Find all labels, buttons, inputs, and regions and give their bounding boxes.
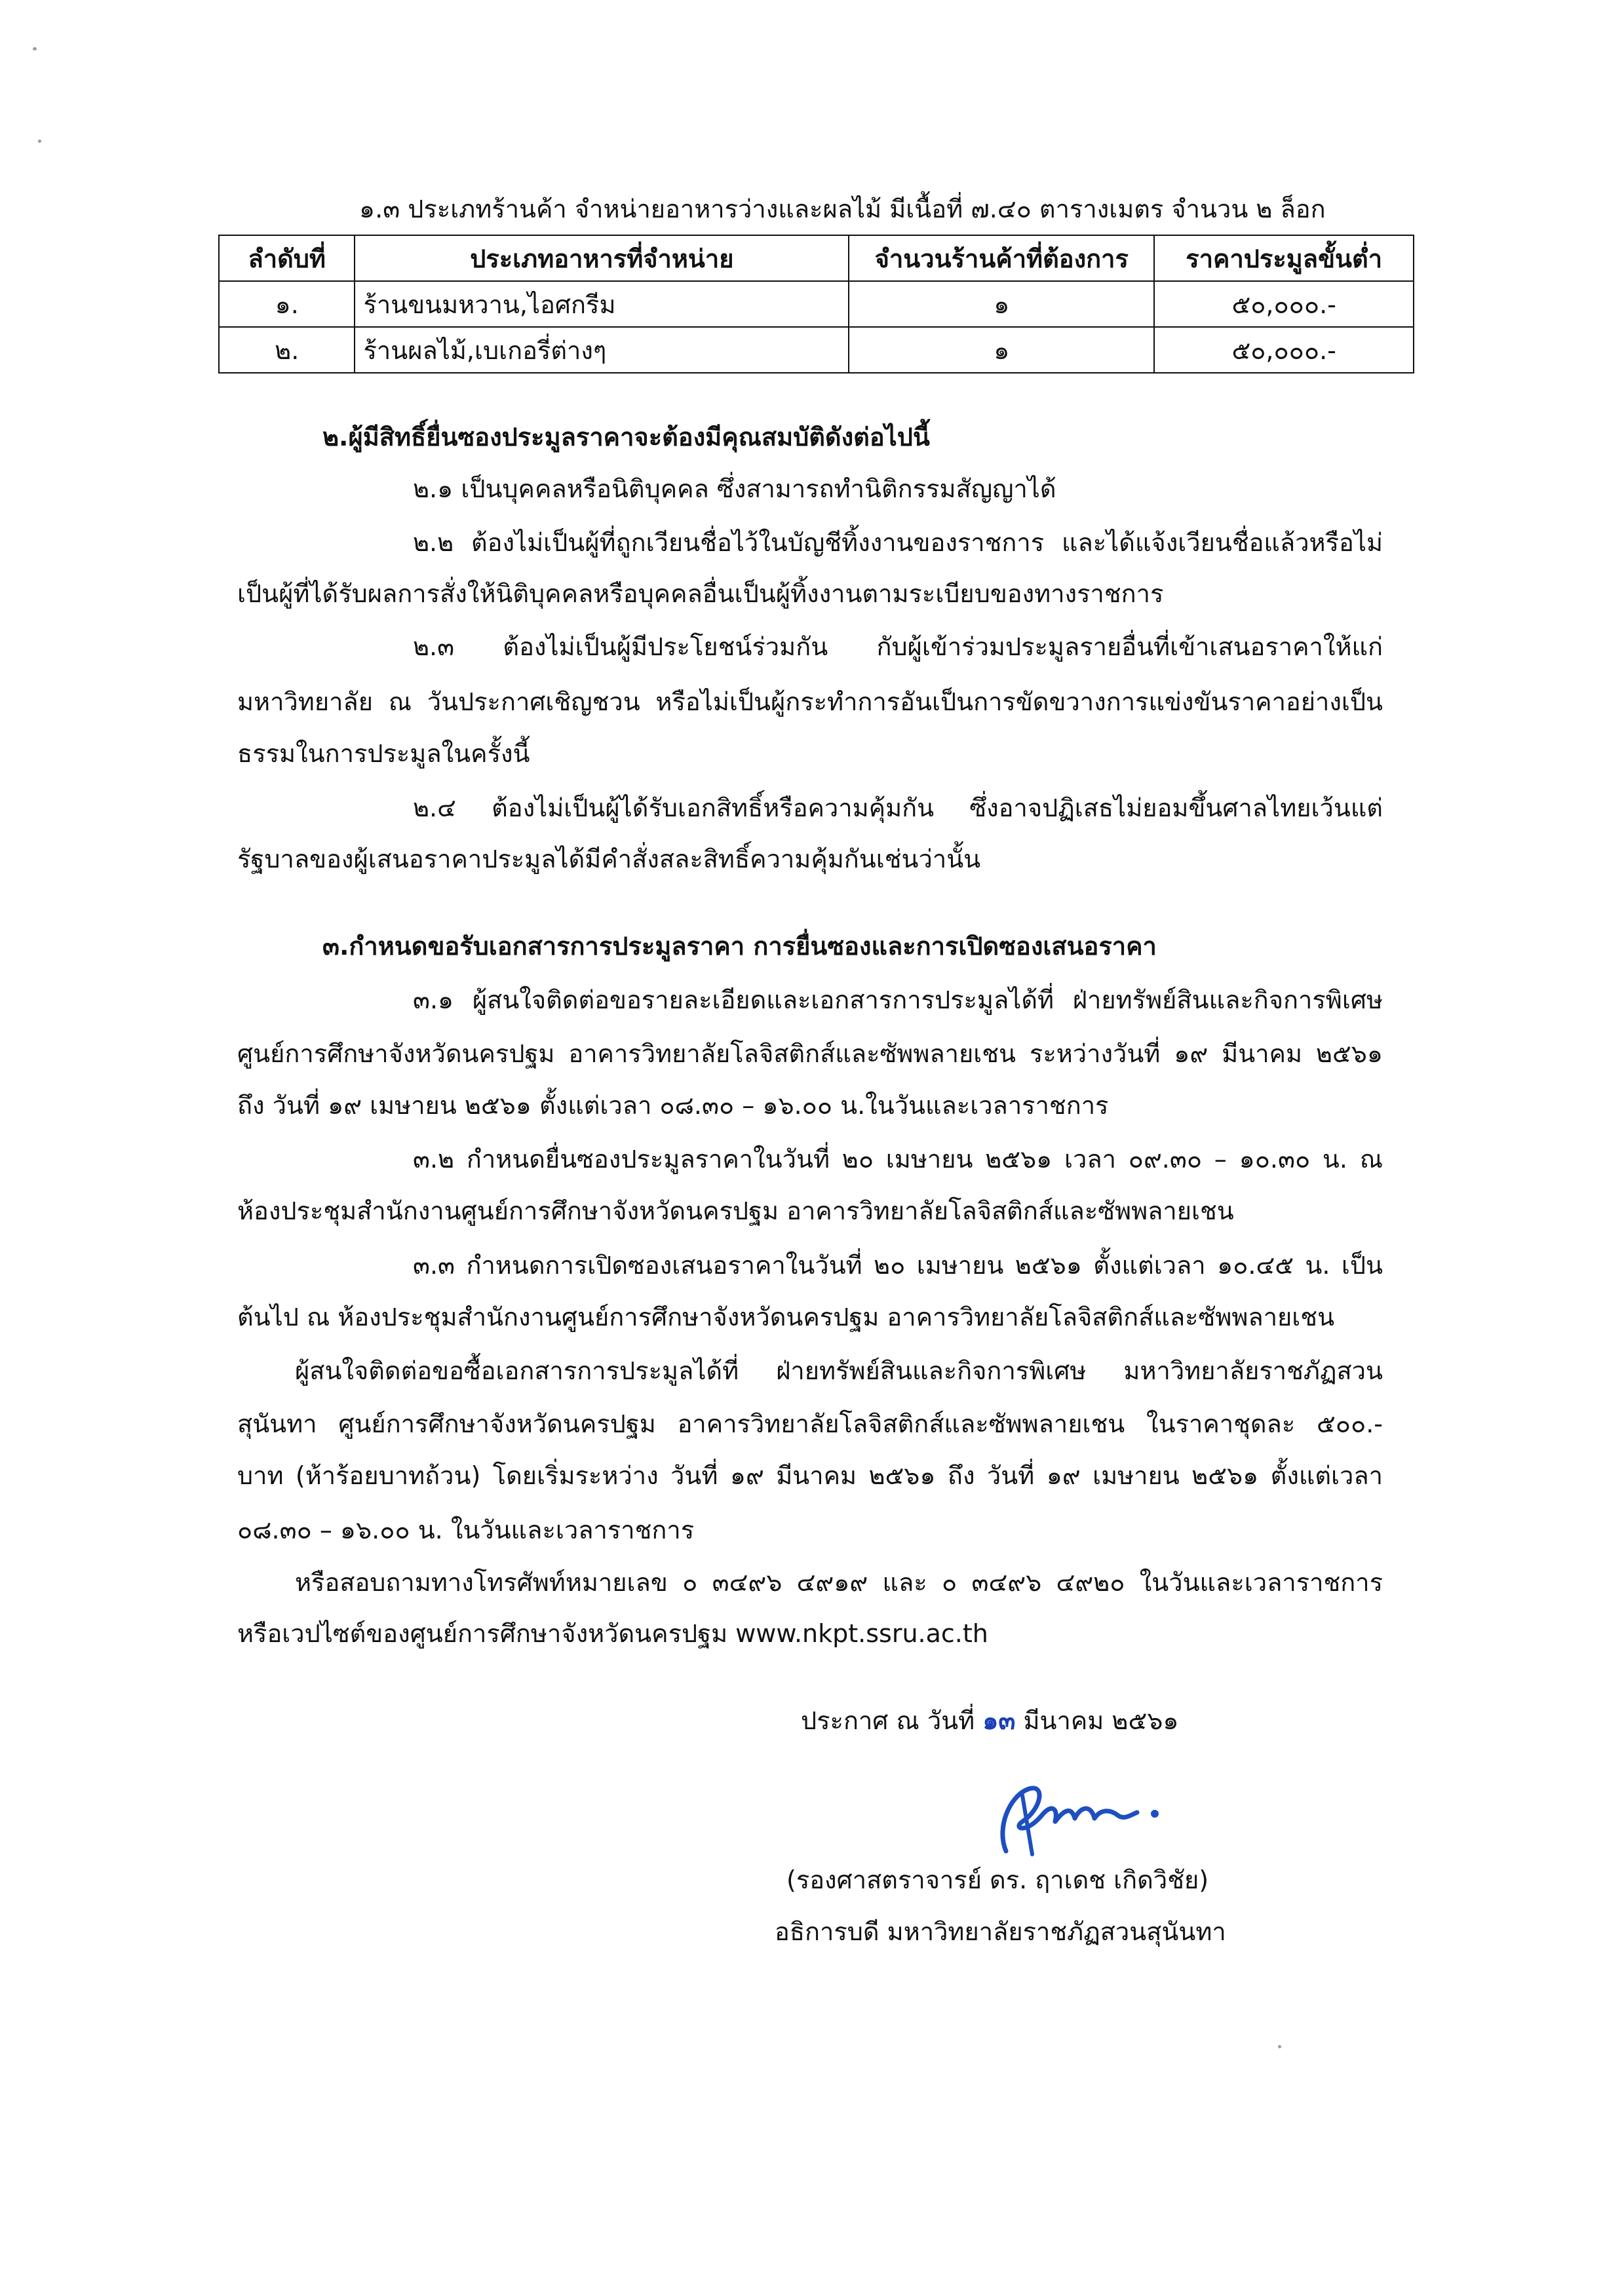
table-row xyxy=(219,327,1414,373)
clause-3-3-line-2: ต้นไป ณ ห้องประชุมสำนักงานศูนย์การศึกษาจังหวัดนครปฐม อาคารวิทยาลัยโลจิสติกส์และซัพพลายเชน xyxy=(237,1303,1335,1331)
announcement-month-year: มีนาคม ๒๕๖๑ xyxy=(1023,1706,1179,1735)
table-header-cell: ลำดับที่ xyxy=(219,235,355,281)
clause-2-1: ๒.๑ เป็นบุคคลหรือนิติบุคคล ซึ่งสามารถทำนิติกรรมสัญญาได้ xyxy=(413,474,1056,503)
clause-2-2-line-1: ๒.๒ ต้องไม่เป็นผู้ที่ถูกเวียนชื่อไว้ในบัญชีทิ้งงานของราชการ และได้แจ้งเวียนชื่อแล้วหรือไม่ xyxy=(413,528,1383,557)
section-2-heading: ๒.ผู้มีสิทธิ์ยื่นซองประมูลราคาจะต้องมีคุณสมบัติดังต่อไปนี้ xyxy=(322,423,930,451)
clause-2-4-line-2: รัฐบาลของผู้เสนอราคาประมูลได้มีคำสั่งสละสิทธิ์ความคุ้มกันเช่นว่านั้น xyxy=(237,845,981,873)
table-header-cell: ราคาประมูลขั้นต่ำ xyxy=(1154,235,1414,281)
row-number: ๑. xyxy=(219,281,355,327)
clause-2-3-line-2: มหาวิทยาลัย ณ วันประกาศเชิญชวน หรือไม่เป็นผู้กระทำการอันเป็นการขัดขวางการแข่งขันราคาอย่างเป็น xyxy=(237,687,1383,716)
section-1-3-heading: ๑.๓ ประเภทร้านค้า จำหน่ายอาหารว่างและผลไม้ มีเนื้อที่ ๗.๔๐ ตารางเมตร จำนวน ๒ ล็อก xyxy=(359,195,1326,223)
signature-image xyxy=(983,1769,1167,1867)
clause-3-2-line-2: ห้องประชุมสำนักงานศูนย์การศึกษาจังหวัดนครปฐม อาคารวิทยาลัยโลจิสติกส์และซัพพลายเชน xyxy=(237,1196,1234,1225)
clause-2-3-line-3: ธรรมในการประมูลในครั้งนี้ xyxy=(237,739,530,768)
shop-table xyxy=(218,235,1414,373)
purchase-paragraph-line-4: ๐๘.๓๐ – ๑๖.๐๐ น. ในวันและเวลาราชการ xyxy=(237,1516,695,1544)
purchase-paragraph-line-2: สุนันทา ศูนย์การศึกษาจังหวัดนครปฐม อาคารวิทยาลัยโลจิสติกส์และซัพพลายเชน ในราคาชุดละ ๕๐๐.- xyxy=(237,1409,1383,1438)
scan-speck xyxy=(33,47,37,50)
announcement-date xyxy=(801,1704,1178,1738)
clause-3-3-line-1: ๓.๓ กำหนดการเปิดซองเสนอราคาในวันที่ ๒๐ เมษายน ๒๕๖๑ ตั้งแต่เวลา ๑๐.๔๕ น. เป็น xyxy=(413,1251,1383,1280)
purchase-paragraph-line-1: ผู้สนใจติดต่อขอซื้อเอกสารการประมูลได้ที่ ฝ่ายทรัพย์สินและกิจการพิเศษ มหาวิทยาลัยราชภัฏสวน xyxy=(295,1356,1383,1385)
shop-count: ๑ xyxy=(849,281,1154,327)
announcement-prefix: ประกาศ ณ วันที่ xyxy=(801,1706,975,1735)
table-row xyxy=(219,281,1414,327)
clause-3-1-line-3: ถึง วันที่ ๑๙ เมษายน ๒๕๖๑ ตั้งแต่เวลา ๐๘.๓๐ – ๑๖.๐๐ น.ในวันและเวลาราชการ xyxy=(237,1091,1109,1120)
signer-name: (รองศาสตราจารย์ ดร. ฤาเดช เกิดวิชัย) xyxy=(786,1866,1209,1894)
minimum-price: ๕๐,๐๐๐.- xyxy=(1154,281,1414,327)
table-header-row xyxy=(219,235,1414,281)
contact-line-2: หรือเวปไซต์ของศูนย์การศึกษาจังหวัดนครปฐม www.nkpt.ssru.ac.th xyxy=(237,1619,988,1648)
clause-2-2-line-2: เป็นผู้ที่ได้รับผลการสั่งให้นิติบุคคลหรือบุคคลอื่นเป็นผู้ทิ้งงานตามระเบียบของทางราชการ xyxy=(237,579,1164,608)
clause-3-2-line-1: ๓.๒ กำหนดยื่นซองประมูลราคาในวันที่ ๒๐ เมษายน ๒๕๖๑ เวลา ๐๙.๓๐ – ๑๐.๓๐ น. ณ xyxy=(413,1145,1383,1174)
shop-count: ๑ xyxy=(849,327,1154,373)
contact-line-1: หรือสอบถามทางโทรศัพท์หมายเลข ๐ ๓๔๙๖ ๔๙๑๙ และ ๐ ๓๔๙๖ ๔๙๒๐ ในวันและเวลาราชการ xyxy=(295,1568,1383,1597)
food-type: ร้านผลไม้,เบเกอรี่ต่างๆ xyxy=(355,327,849,373)
clause-3-1-line-2: ศูนย์การศึกษาจังหวัดนครปฐม อาคารวิทยาลัยโลจิสติกส์และซัพพลายเชน ระหว่างวันที่ ๑๙ มีนาคม ๒๕๖๑ xyxy=(237,1039,1383,1068)
table-header-cell: จำนวนร้านค้าที่ต้องการ xyxy=(849,235,1154,281)
scan-speck xyxy=(38,140,41,143)
food-type: ร้านขนมหวาน,ไอศกรีม xyxy=(355,281,849,327)
row-number: ๒. xyxy=(219,327,355,373)
signature-scribble-icon xyxy=(983,1769,1167,1867)
clause-2-4-line-1: ๒.๔ ต้องไม่เป็นผู้ได้รับเอกสิทธิ์หรือความคุ้มกัน ซึ่งอาจปฏิเสธไม่ยอมขึ้นศาลไทยเว้นแต่ xyxy=(413,794,1383,822)
clause-3-1-line-1: ๓.๑ ผู้สนใจติดต่อขอรายละเอียดและเอกสารการประมูลได้ที่ ฝ่ายทรัพย์สินและกิจการพิเศษ xyxy=(413,985,1383,1014)
clause-2-3-line-1: ๒.๓ ต้องไม่เป็นผู้มีประโยชน์ร่วมกัน กับผู้เข้าร่วมประมูลรายอื่นที่เข้าเสนอราคาให้แก่ xyxy=(413,632,1383,661)
announcement-day: ๑๓ xyxy=(982,1706,1016,1735)
table-header-cell: ประเภทอาหารที่จำหน่าย xyxy=(355,235,849,281)
section-3-heading: ๓.กำหนดขอรับเอกสารการประมูลราคา การยื่นซองและการเปิดซองเสนอราคา xyxy=(322,932,1157,961)
signer-title: อธิการบดี มหาวิทยาลัยราชภัฏสวนสุนันทา xyxy=(775,1917,1226,1946)
scan-speck xyxy=(1278,2045,1281,2048)
purchase-paragraph-line-3: บาท (ห้าร้อยบาทถ้วน) โดยเริ่มระหว่าง วันที่ ๑๙ มีนาคม ๒๕๖๑ ถึง วันที่ ๑๙ เมษายน ๒๕๖๑ ตั้งแต่เวลา xyxy=(237,1461,1383,1490)
minimum-price: ๕๐,๐๐๐.- xyxy=(1154,327,1414,373)
